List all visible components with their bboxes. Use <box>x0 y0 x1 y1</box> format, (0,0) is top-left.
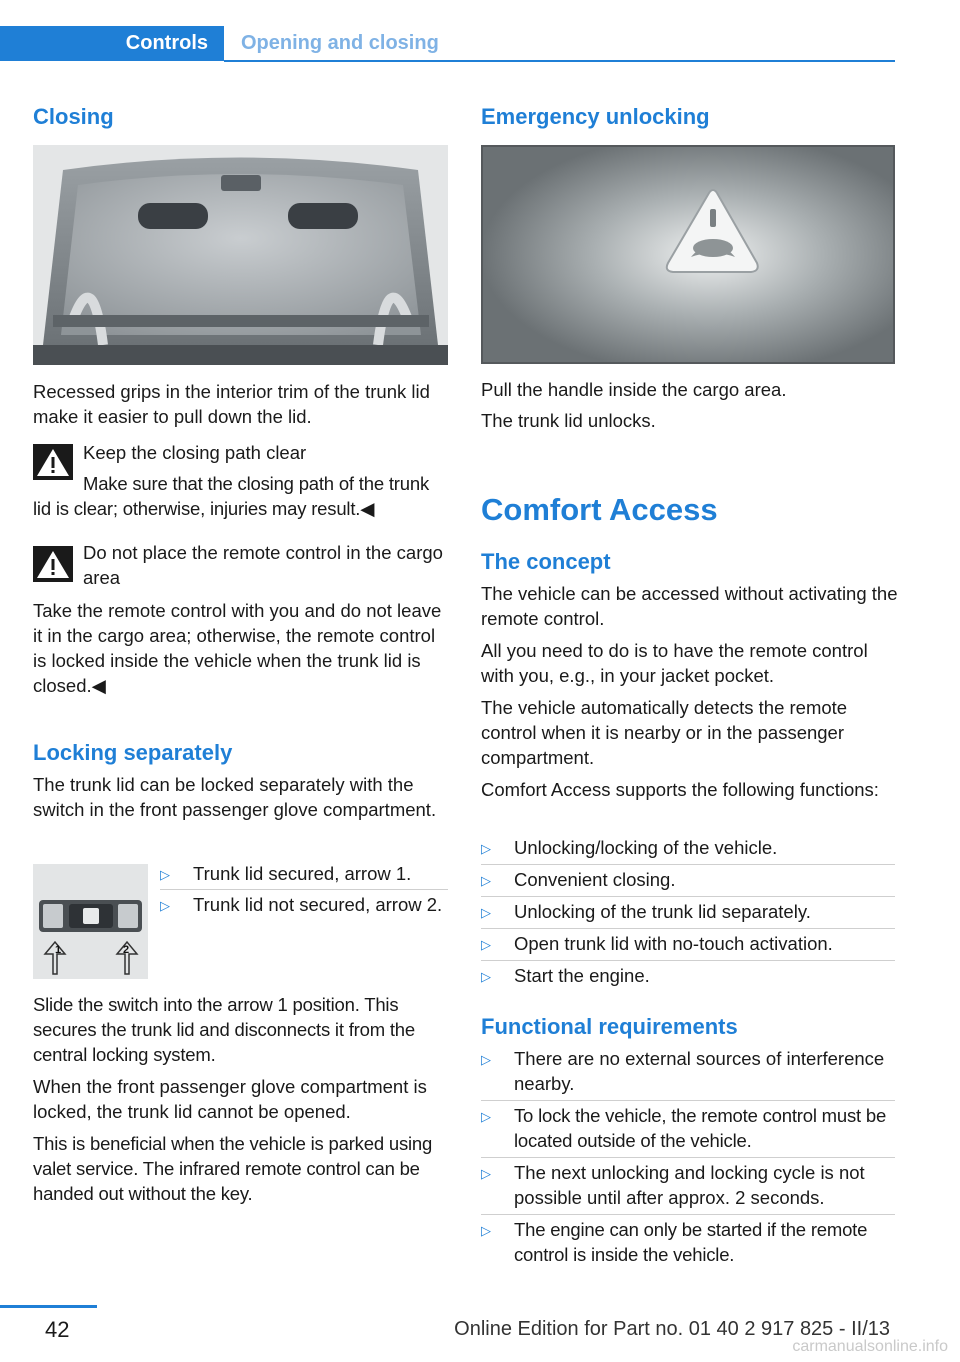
warning2-title: Do not place the remote control in the cargo area <box>83 542 443 588</box>
concept-text-1: The vehicle can be accessed without activating the remote control. <box>481 583 898 629</box>
concept-text-2: All you need to do is to have the remote control with you, e.g., in your jacket pocket. <box>481 640 868 686</box>
warning1-body: Make sure that the closing path of the trunk lid is clear; otherwise, injuries may result.◀ <box>33 473 429 519</box>
triangle-right-icon: ▷ <box>481 1052 491 1067</box>
list-item <box>481 867 901 892</box>
list-item <box>160 861 450 886</box>
locking-text: The trunk lid can be locked separately with the switch in the front passenger glove compartment. <box>33 774 437 820</box>
function-item-2: Convenient closing. <box>514 869 676 890</box>
warning-triangle-icon <box>33 546 73 582</box>
closing-text: Recessed grips in the interior trim of the trunk lid make it easier to pull down the lid. <box>33 381 430 427</box>
emergency-heading: Emergency unlocking <box>481 104 710 129</box>
triangle-right-icon: ▷ <box>481 1223 491 1238</box>
list-item <box>481 1046 901 1096</box>
requirements-heading: Functional requirements <box>481 1014 738 1039</box>
switch-item-2: Trunk lid not secured, arrow 2. <box>193 894 443 915</box>
list-item <box>481 1103 901 1153</box>
watermark: carmanualsonline.info <box>792 1338 948 1355</box>
footer-rule <box>0 1305 97 1308</box>
warning1-title: Keep the closing path clear <box>83 442 307 463</box>
para-valet: This is beneficial when the vehicle is parked using valet service. The infrared remote control can be handed out without the key. <box>33 1133 433 1204</box>
requirement-item-4: The engine can only be started if the remote control is inside the vehicle. <box>514 1219 868 1265</box>
triangle-right-icon: ▷ <box>481 1166 491 1181</box>
divider <box>481 960 895 961</box>
list-item <box>481 1217 901 1267</box>
function-item-1: Unlocking/locking of the vehicle. <box>514 837 778 858</box>
triangle-right-icon: ▷ <box>481 937 491 952</box>
switch-item-1: Trunk lid secured, arrow 1. <box>193 863 412 884</box>
requirement-item-2: To lock the vehicle, the remote control must be located outside of the vehicle. <box>514 1105 887 1151</box>
concept-text-4: Comfort Access supports the following functions: <box>481 779 879 800</box>
para-glove-locked: When the front passenger glove compartment is locked, the trunk lid cannot be opened. <box>33 1076 427 1122</box>
chapter-tab[interactable]: Controls <box>0 26 224 61</box>
requirement-item-3: The next unlocking and locking cycle is not possible until after approx. 2 seconds. <box>514 1162 865 1208</box>
concept-heading: The concept <box>481 549 611 574</box>
section-tab[interactable]: Opening and closing <box>241 32 439 54</box>
closing-heading: Closing <box>33 104 114 129</box>
emergency-handle-photo <box>481 145 895 364</box>
trunk-lid-photo <box>33 145 448 365</box>
page-number: 42 <box>45 1317 70 1342</box>
triangle-right-icon: ▷ <box>160 898 170 913</box>
emergency-text-1: Pull the handle inside the cargo area. <box>481 379 787 400</box>
divider <box>160 889 448 890</box>
comfort-access-heading: Comfort Access <box>481 492 718 527</box>
triangle-right-icon: ▷ <box>481 873 491 888</box>
triangle-right-icon: ▷ <box>481 841 491 856</box>
list-item <box>481 835 901 860</box>
requirement-item-1: There are no external sources of interference nearby. <box>514 1048 885 1094</box>
divider <box>481 896 895 897</box>
switch-label-2: 2 <box>123 944 130 956</box>
concept-text-3: The vehicle automatically detects the remote control when it is nearby or in the passenger compartment. <box>481 697 848 768</box>
list-item <box>481 899 901 924</box>
switch-label-1: 1 <box>55 944 62 956</box>
function-item-3: Unlocking of the trunk lid separately. <box>514 901 811 922</box>
locking-heading: Locking separately <box>33 740 233 765</box>
divider <box>481 1214 895 1215</box>
triangle-right-icon: ▷ <box>160 867 170 882</box>
trunk-lock-switch-image <box>33 864 148 979</box>
function-item-4: Open trunk lid with no-touch activation. <box>514 933 833 954</box>
list-item <box>481 1160 901 1210</box>
warning2-body: Take the remote control with you and do not leave it in the cargo area; otherwise, the remote control is locked inside the vehicle when the trunk lid is closed.◀ <box>33 600 442 696</box>
list-item <box>481 963 901 988</box>
divider <box>481 1157 895 1158</box>
list-item <box>481 931 901 956</box>
list-item <box>160 892 450 917</box>
page-header <box>0 0 960 62</box>
para-slide-switch: Slide the switch into the arrow 1 position. This secures the trunk lid and disconnects it from the central locking system. <box>33 994 415 1065</box>
divider <box>481 1100 895 1101</box>
divider <box>481 864 895 865</box>
edition-text: Online Edition for Part no. 01 40 2 917 825 - II/13 <box>454 1318 890 1340</box>
function-item-5: Start the engine. <box>514 965 650 986</box>
divider <box>481 928 895 929</box>
emergency-text-2: The trunk lid unlocks. <box>481 410 656 431</box>
triangle-right-icon: ▷ <box>481 969 491 984</box>
header-rule <box>224 60 895 62</box>
triangle-right-icon: ▷ <box>481 905 491 920</box>
triangle-right-icon: ▷ <box>481 1109 491 1124</box>
